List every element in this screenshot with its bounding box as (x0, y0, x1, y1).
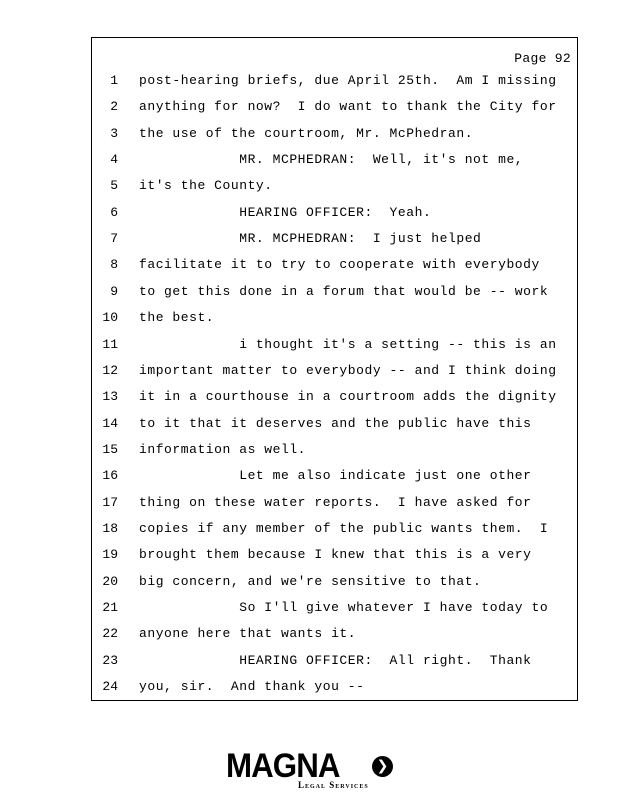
line-number: 15 (102, 441, 118, 457)
line-text: big concern, and we're sensitive to that. (139, 573, 482, 589)
line-text: anyone here that wants it. (139, 626, 357, 642)
transcript-line (92, 203, 579, 223)
line-text: So I'll give whatever I have today to (139, 600, 549, 615)
line-number: 9 (110, 283, 118, 299)
line-number: 16 (102, 468, 118, 484)
transcript-line (92, 255, 579, 275)
line-number: 8 (110, 257, 118, 273)
transcript-line (92, 97, 579, 117)
line-text: copies if any member of the public wants them. I (139, 520, 549, 536)
line-text: to get this done in a forum that would be -- work (139, 283, 549, 299)
line-number: 22 (102, 626, 118, 642)
line-number: 20 (102, 573, 118, 589)
transcript-line (92, 361, 579, 381)
line-text: HEARING OFFICER: Yeah. (139, 204, 432, 220)
transcript-line (92, 624, 579, 644)
line-text: MR. MCPHEDRAN: I just helped (139, 231, 482, 247)
line-number: 2 (110, 99, 118, 115)
line-number: 19 (102, 547, 118, 563)
line-number: 7 (110, 231, 118, 247)
line-number: 5 (110, 178, 118, 194)
transcript-line (92, 572, 579, 592)
transcript-line (92, 440, 579, 460)
transcript-line (92, 124, 579, 144)
line-text: anything for now? I do want to thank the City for (139, 99, 557, 115)
line-number: 3 (110, 125, 118, 141)
line-number: 6 (110, 204, 118, 220)
line-text: you, sir. And thank you -- (139, 679, 365, 695)
line-number: 14 (102, 415, 118, 431)
line-number: 18 (102, 520, 118, 536)
transcript-line (92, 282, 579, 302)
line-number: 21 (102, 600, 118, 615)
line-number: 23 (102, 652, 118, 668)
transcript-line (92, 651, 579, 671)
line-number: 1 (110, 73, 118, 88)
transcript-line (92, 466, 579, 486)
line-text: MR. MCPHEDRAN: Well, it's not me, (139, 152, 524, 168)
transcript-page (91, 37, 578, 701)
line-text: thing on these water reports. I have asked for (139, 494, 532, 510)
line-number: 13 (102, 389, 118, 405)
line-text: facilitate it to try to cooperate with everybody (139, 257, 540, 273)
transcript-line (92, 150, 579, 170)
transcript-line (92, 229, 579, 249)
line-number: 17 (102, 494, 118, 510)
transcript-line (92, 71, 579, 91)
line-number: 11 (102, 336, 118, 352)
transcript-line (92, 387, 579, 407)
logo-subtitle: Legal Services (298, 780, 369, 790)
line-text: to it that it deserves and the public have this (139, 415, 532, 431)
logo-wordmark: MAGNA (226, 747, 340, 785)
line-text: it's the County. (139, 178, 273, 194)
transcript-line (92, 414, 579, 434)
line-text: i thought it's a setting -- this is an (139, 336, 557, 352)
line-number: 12 (102, 362, 118, 378)
transcript-line (92, 598, 579, 618)
transcript-line (92, 677, 579, 697)
transcript-line (92, 308, 579, 328)
magna-logo (226, 747, 396, 797)
line-text: post-hearing briefs, due April 25th. Am I missing (139, 73, 557, 88)
line-text: Let me also indicate just one other (139, 468, 532, 484)
line-text: the best. (139, 310, 215, 326)
line-number: 24 (102, 679, 118, 695)
transcript-line (92, 493, 579, 513)
line-text: information as well. (139, 441, 307, 457)
transcript-line (92, 176, 579, 196)
line-text: brought them because I knew that this is a very (139, 547, 532, 563)
line-number: 10 (102, 310, 118, 326)
line-text: HEARING OFFICER: All right. Thank (139, 652, 532, 668)
line-text: important matter to everybody -- and I think doing (139, 362, 557, 378)
line-text: it in a courthouse in a courtroom adds the dignity (139, 389, 557, 405)
transcript-line (92, 519, 579, 539)
line-text: the use of the courtroom, Mr. McPhedran. (139, 125, 474, 141)
transcript-line (92, 335, 579, 355)
transcript-line (92, 545, 579, 565)
page-number: Page 92 (514, 51, 571, 66)
chevron-right-circle-icon: ❯ (372, 756, 393, 777)
line-number: 4 (110, 152, 118, 168)
